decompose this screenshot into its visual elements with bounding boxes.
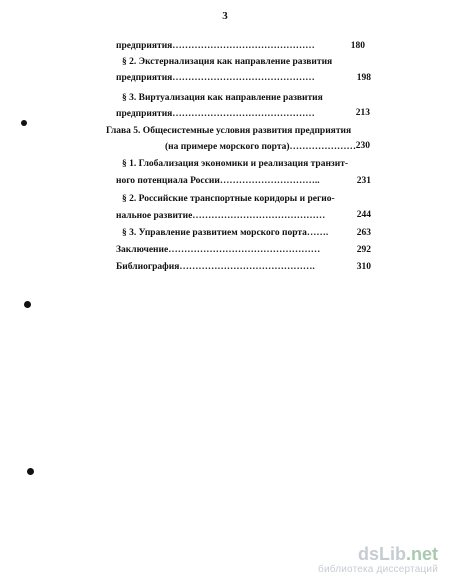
- watermark-logo-main: dsLib: [357, 544, 406, 564]
- toc-entry-text: § 2. Российские транспортные коридоры и регио-: [122, 194, 335, 204]
- toc-entry-page: 230: [355, 141, 370, 151]
- watermark: [318, 544, 438, 576]
- toc-entry-text: предприятия………………………………………: [116, 109, 315, 119]
- punch-hole-mark: [24, 301, 31, 308]
- toc-entry-page: 198: [356, 73, 371, 83]
- toc-entry-page: 263: [356, 228, 371, 238]
- watermark-logo: [318, 544, 438, 564]
- toc-entry-page: 231: [356, 176, 371, 186]
- toc-entry-text: (на примере морского порта)…………………: [165, 142, 357, 152]
- toc-entry-text: предприятия………………………………………: [116, 73, 315, 83]
- toc-entry-page: 244: [356, 210, 371, 220]
- punch-hole-mark: [27, 468, 34, 475]
- toc-entry-page: 213: [355, 108, 370, 118]
- toc-entry-text: предприятия………………………………………: [116, 41, 315, 51]
- toc-entry-text: ного потенциала России…………………………..: [116, 176, 320, 186]
- toc-entry-text: Заключение…………………………………………: [116, 245, 321, 255]
- toc-entry-text: § 3. Виртуализация как направление развития: [122, 93, 323, 103]
- watermark-subtitle: библиотека диссертаций: [318, 564, 438, 575]
- toc-entry-text: Библиография…………………………………….: [116, 262, 315, 272]
- toc-entry-page: 292: [356, 245, 371, 255]
- watermark-logo-tld: .net: [405, 544, 438, 564]
- toc-entry-page: 180: [350, 41, 365, 51]
- toc-entry-page: 310: [356, 262, 371, 272]
- punch-hole-mark: [21, 120, 27, 126]
- toc-entry-text: § 2. Экстернализация как направление развития: [122, 57, 333, 67]
- toc-entry-text: Глава 5. Общесистемные условия развития предприятия: [106, 126, 352, 136]
- page-number: 3: [222, 10, 228, 22]
- toc-entry-text: нальное развитие……………………………………: [116, 211, 326, 221]
- toc-entry-text: § 1. Глобализация экономики и реализация транзит-: [122, 159, 349, 169]
- toc-entry-text: § 3. Управление развитием морского порта…….: [122, 228, 329, 238]
